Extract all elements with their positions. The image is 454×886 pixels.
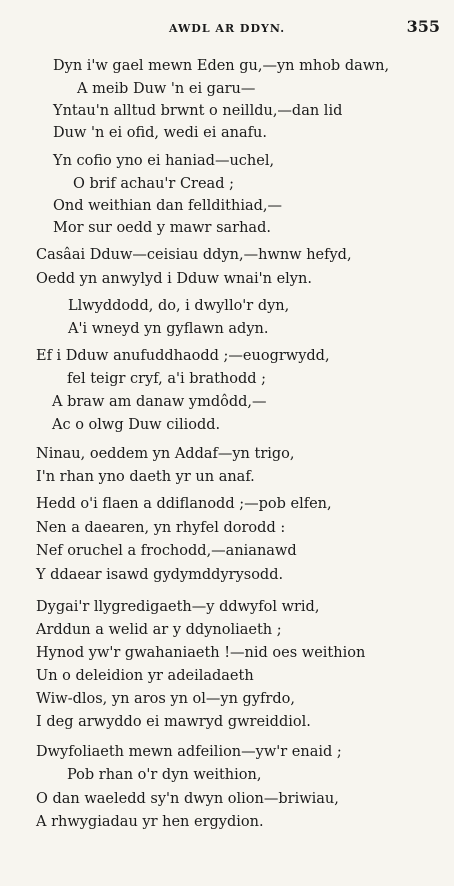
verse-line: A meib Duw 'n ei garu— — [77, 81, 256, 97]
verse-line: Yntau'n alltud brwnt o neilldu,—dan lid — [53, 103, 343, 119]
page-number: 355 — [406, 17, 440, 36]
verse-line: Ac o olwg Duw ciliodd. — [52, 417, 221, 433]
verse-line: A'i wneyd yn gyflawn adyn. — [68, 321, 269, 337]
verse-line: Dwyfoliaeth mewn adfeilion—yw'r enaid ; — [36, 744, 342, 760]
verse-line: Duw 'n ei ofid, wedi ei anafu. — [53, 125, 267, 141]
verse-line: O brif achau'r Cread ; — [73, 176, 234, 192]
verse-line: Hynod yw'r gwahaniaeth !—nid oes weithion — [36, 645, 366, 661]
verse-line: Wiw-dlos, yn aros yn ol—yn gyfrdo, — [36, 691, 295, 707]
verse-line: Ef i Dduw anufuddhaodd ;—euogrwydd, — [36, 348, 330, 364]
verse-line: Ninau, oeddem yn Addaf—yn trigo, — [36, 446, 295, 462]
verse-line: O dan waeledd sy'n dwyn olion—briwiau, — [36, 791, 339, 807]
verse-line: A rhwygiadau yr hen ergydion. — [36, 814, 264, 830]
verse-line: I'n rhan yno daeth yr un anaf. — [36, 469, 255, 485]
verse-line: Y ddaear isawd gydymddyrysodd. — [36, 567, 284, 583]
running-header: AWDL AR DDYN. — [168, 22, 286, 35]
verse-line: Llwyddodd, do, i dwyllo'r dyn, — [68, 298, 290, 314]
verse-line: A braw am danaw ymdôdd,— — [52, 394, 267, 410]
verse-line: Yn cofio yno ei haniad—uchel, — [53, 153, 275, 169]
verse-line: fel teigr cryf, a'i brathodd ; — [67, 371, 267, 387]
verse-line: Nef oruchel a frochodd,—anianawd — [36, 543, 297, 559]
verse-line: Hedd o'i flaen a ddiflanodd ;—pob elfen, — [36, 496, 332, 512]
verse-line: Nen a daearen, yn rhyfel dorodd : — [36, 520, 286, 536]
verse-line: Dyn i'w gael mewn Eden gu,—yn mhob dawn, — [53, 58, 390, 74]
verse-line: Dygai'r llygredigaeth—y ddwyfol wrid, — [36, 599, 320, 615]
verse-line: I deg arwyddo ei mawryd gwreiddiol. — [36, 714, 311, 730]
verse-line: Oedd yn anwylyd i Dduw wnai'n elyn. — [36, 271, 312, 287]
verse-line: Arddun a welid ar y ddynoliaeth ; — [36, 622, 282, 638]
verse-line: Un o deleidion yr adeiladaeth — [36, 668, 254, 684]
verse-line: Mor sur oedd y mawr sarhad. — [53, 220, 271, 236]
verse-line: Ond weithian dan felldithiad,— — [53, 198, 282, 214]
verse-line: Casâai Dduw—ceisiau ddyn,—hwnw hefyd, — [36, 247, 352, 263]
verse-line: Pob rhan o'r dyn weithion, — [67, 767, 262, 783]
